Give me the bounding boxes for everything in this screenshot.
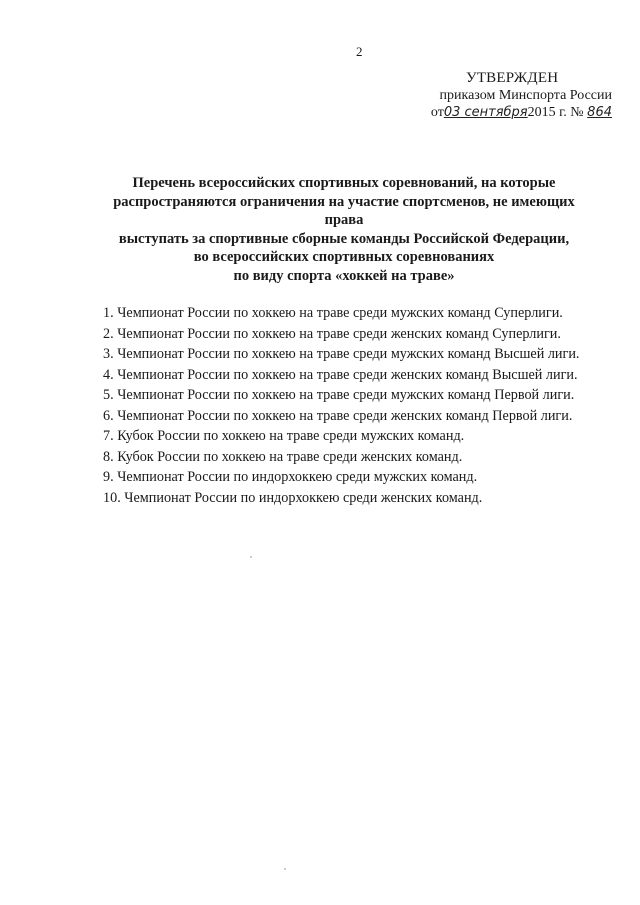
list-item: 3. Чемпионат России по хоккею на траве среди мужских команд Высшей лиги. [103, 346, 580, 362]
year-text: 2015 г. № [527, 105, 584, 120]
list-item: 2. Чемпионат России по хоккею на траве среди женских команд Суперлиги. [103, 325, 561, 342]
order-line: приказом Минспорта России [439, 88, 612, 103]
order-date-line [400, 104, 612, 121]
list-item: 8. Кубок России по хоккею на траве среди женских команд. [103, 448, 463, 465]
page-number: 2 [356, 44, 363, 59]
list-item: 7. Кубок России по хоккею на траве среди мужских команд. [103, 428, 465, 444]
list-item: 5. Чемпионат России по хоккею на траве среди мужских команд Первой лиги. [103, 387, 575, 403]
handwritten-date: 03 сентября [443, 105, 528, 120]
title-line: во всероссийских спортивных соревнованиях [193, 249, 495, 265]
title-line: по виду спорта «хоккей на траве» [233, 267, 455, 284]
handwritten-order-number: 864 [587, 105, 612, 120]
approval-stamp [400, 70, 612, 121]
list-item: 10. Чемпионат России по индорхоккею среди женских команд. [103, 489, 483, 506]
scan-speck [284, 868, 286, 870]
competition-list [103, 303, 623, 508]
list-item: 9. Чемпионат России по индорхоккею среди мужских команд. [103, 469, 478, 485]
list-item: 6. Чемпионат России по хоккею на траве среди женских команд Первой лиги. [103, 407, 573, 424]
title-line: распространяются ограничения на участие спортсменов, не имеющих права [113, 193, 575, 228]
list-item: 4. Чемпионат России по хоккею на траве среди женских команд Высшей лиги. [103, 366, 578, 383]
title-line: выступать за спортивные сборные команды Российской Федерации, [118, 230, 570, 247]
date-prefix: от [430, 105, 444, 120]
scan-speck [250, 556, 252, 558]
approved-heading: УТВЕРЖДЕН [466, 70, 559, 86]
list-item: 1. Чемпионат России по хоккею на траве среди мужских команд Суперлиги. [103, 305, 563, 321]
document-title [96, 174, 592, 285]
title-line: Перечень всероссийских спортивных соревнований, на которые [132, 175, 556, 191]
